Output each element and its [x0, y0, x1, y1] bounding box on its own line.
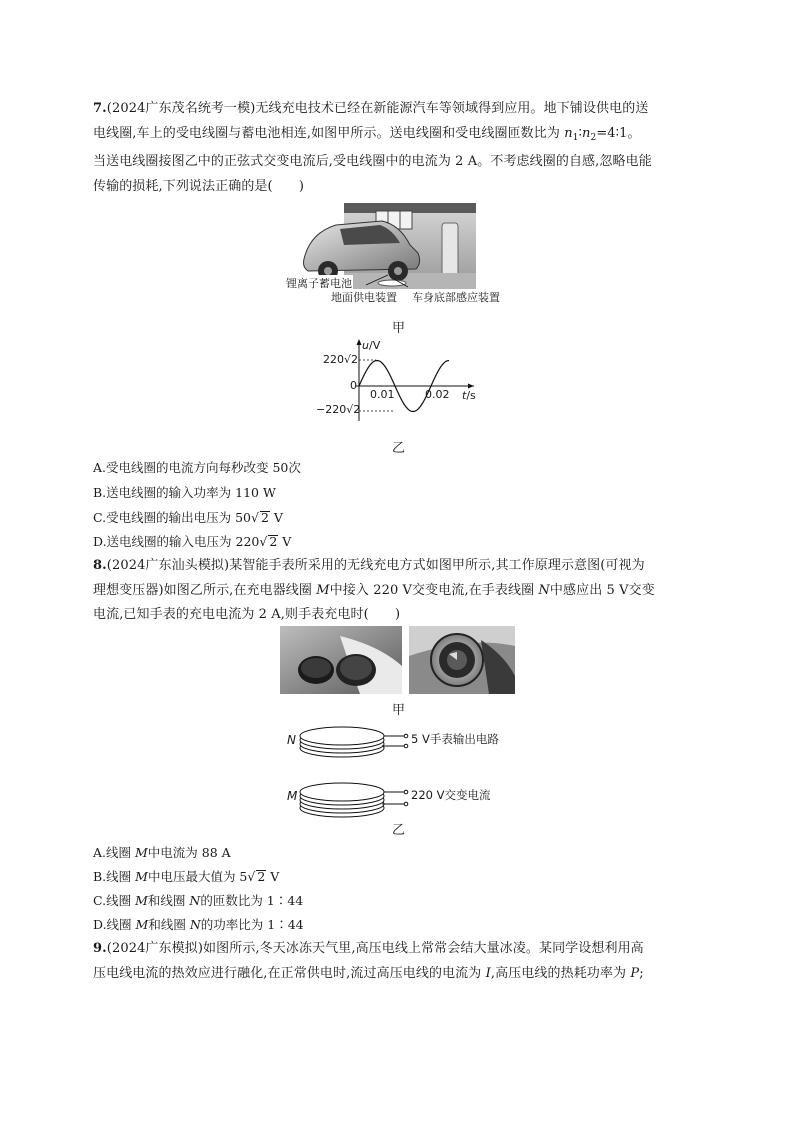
q8-label-m: 220 V交变电流 [411, 788, 491, 802]
q8-fig-yi-caption: 乙 [392, 823, 406, 838]
q8-photo-watch [409, 626, 515, 694]
q8-line-2: 理想变压器)如图乙所示,在充电器线圈 M中接入 220 V交变电流,在手表线圈 N中感应出 5 V交变 [93, 582, 655, 598]
q9-line-1: 9.(2024广东模拟)如图所示,冬天冰冻天气里,高压电线上常常会结大量冰凌。某同学设想利用高 [93, 941, 644, 956]
q7-yi-ymax: 220√2 [323, 353, 359, 366]
watch-photo [409, 626, 515, 694]
q9-number: 9. [93, 941, 107, 956]
q7-label-battery: 锂离子蓄电池 [286, 277, 352, 290]
q7-option-d[interactable]: D.送电线圈的输入电压为 220√ 2 V [93, 534, 292, 549]
q8-source: (2024广东汕头模拟) [106, 558, 230, 573]
q8-line-1: 8.(2024广东汕头模拟)某智能手表所采用的无线充电方式如图甲所示,其工作原理示意图(可视为 [93, 558, 645, 573]
coil-m [300, 783, 384, 817]
q7-fig-yi-caption: 乙 [392, 441, 406, 456]
q7-option-a[interactable]: A.受电线圈的电流方向每秒改变 50次 [93, 460, 301, 475]
q7-line-2: 电线圈,车上的受电线圈与蓄电池相连,如图甲所示。送电线圈和受电线圈匝数比为 $n_1∶n_2=4∶1$。 [93, 125, 641, 143]
q7-text [93, 97, 703, 199]
q8-number: 8. [93, 558, 107, 573]
q7-fig-jia-caption: 甲 [392, 321, 406, 336]
q8-option-b[interactable]: B.线圈 M中电压最大值为 5√ 2 V [93, 869, 280, 884]
q8-coil-n-label: N [287, 733, 296, 747]
x-axis-arrow [468, 384, 474, 389]
q7-label-car: 车身底部感应装置 [412, 291, 500, 304]
q7-line-4: 传输的损耗,下列说法正确的是( ) [93, 178, 305, 194]
q8-option-d[interactable]: D.线圈 M和线圈 N的功率比为 1∶44 [93, 917, 304, 932]
q8-option-a[interactable]: A.线圈 M中电流为 88 A [93, 845, 231, 860]
q8-option-c[interactable]: C.线圈 M和线圈 N的匝数比为 1∶44 [93, 893, 304, 908]
q9-source: (2024广东模拟) [106, 941, 204, 956]
q7-line-1: 7.(2024广东茂名统考一模)无线充电技术已经在新能源汽车等领域得到应用。地下铺设供电的送 [93, 101, 649, 116]
q8-coil-m-label: M [287, 789, 298, 803]
q8-photo-charger [280, 626, 402, 694]
q7-yi-ymin: −220√2 [316, 403, 361, 416]
y-axis-arrow [357, 339, 362, 345]
q7-yi-xlabel: t/s [462, 389, 476, 402]
q7-option-c[interactable]: C.受电线圈的输出电压为 50√ 2 V [93, 510, 283, 525]
q7-label-ground: 地面供电装置 [331, 291, 397, 304]
q7-yi-t2: 0.02 [425, 388, 450, 401]
q8-label-n: 5 V手表输出电路 [411, 732, 499, 746]
q8-text [93, 554, 703, 628]
q8-line-3: 电流,已知手表的充电电流为 2 A,则手表充电时( ) [93, 607, 401, 622]
watch-charger-photo [280, 626, 402, 694]
q7-line-3: 当送电线圈接图乙中的正弦式交变电流后,受电线圈中的电流为 2 A。不考虑线圈的自感,忽略电能 [93, 154, 652, 169]
q9-text [93, 937, 703, 986]
q8-fig-jia-caption: 甲 [392, 703, 406, 718]
q7-yi-zero: 0 [350, 379, 357, 392]
q7-source: (2024广东茂名统考一模) [106, 101, 256, 116]
q9-line-2: 压电线电流的热效应进行融化,在正常供电时,流过高压电线的电流为 I,高压电线的热耗功率为 P; [93, 965, 644, 981]
coil-n [300, 727, 384, 757]
q7-option-b[interactable]: B.送电线圈的输入功率为 110 W [93, 485, 276, 500]
q7-yi-ylabel: u/V [362, 339, 381, 352]
q7-number: 7. [93, 101, 107, 116]
q7-yi-t1: 0.01 [370, 388, 395, 401]
